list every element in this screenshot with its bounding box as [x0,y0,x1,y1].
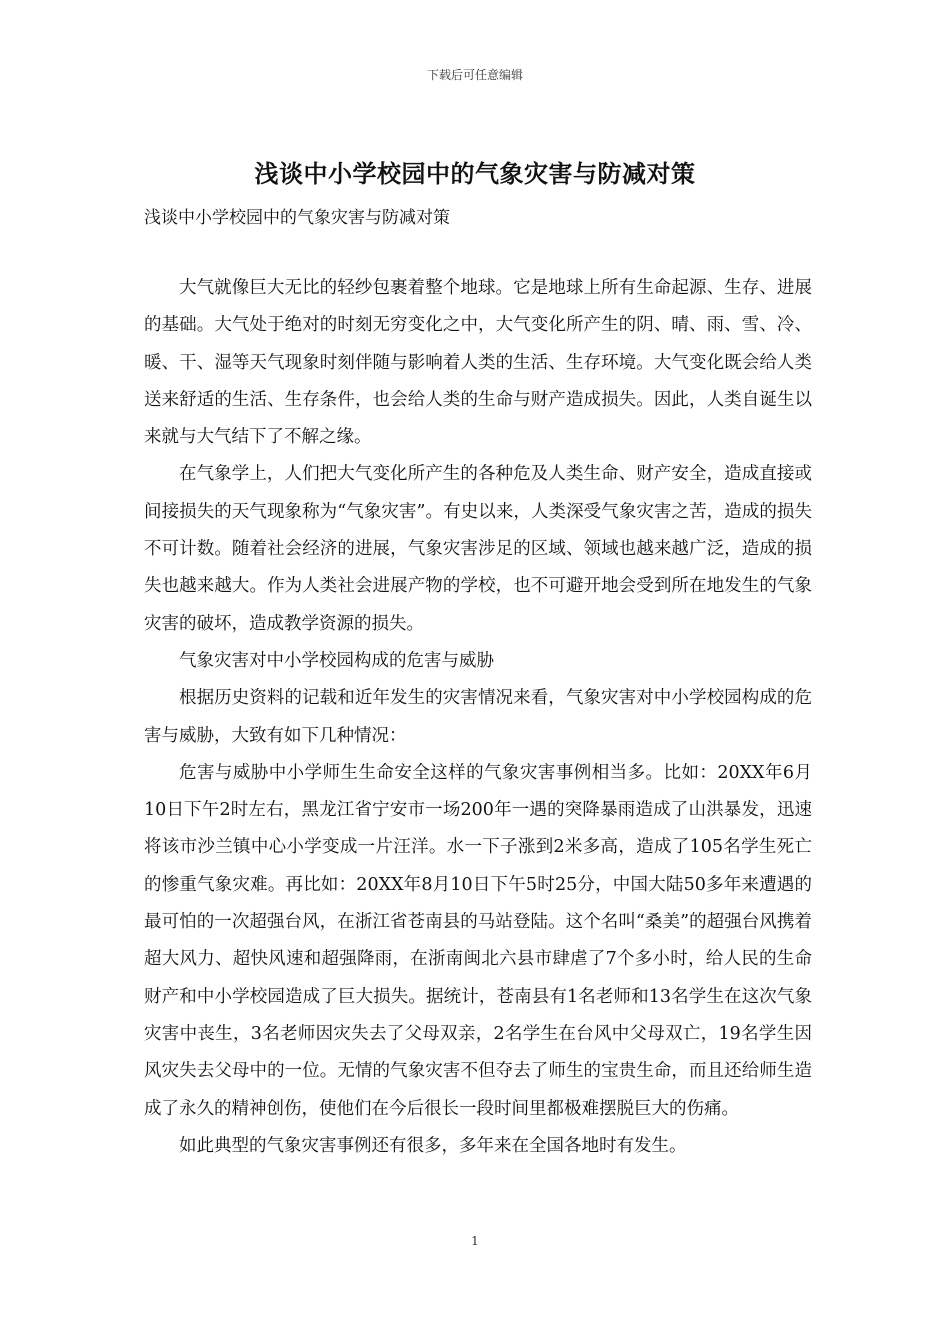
paragraph-examples: 危害与威胁中小学师生生命安全这样的气象灾害事例相当多。比如：20XX年6月10日下午2时左右，黑龙江省宁安市一场200年一遇的突降暴雨造成了山洪暴发，迅速将该市沙兰镇中心小学变成一片汪洋。水一下子涨到2米多高，造成了105名学生死亡的惨重气象灾难。再比如：20XX年8月10日下午5时25分，中国大陆50多年来遭遇的最可怕的一次超强台风，在浙江省苍南县的马站登陆。这个名叫“桑美”的超强台风携着超大风力、超快风速和超强降雨，在浙南闽北六县市肆虐了7个多小时，给人民的生命财产和中小学校园造成了巨大损失。据统计，苍南县有1名老师和13名学生在这次气象灾害中丧生，3名老师因灾失去了父母双亲，2名学生在台风中父母双亡，19名学生因风灾失去父母中的一位。无情的气象灾害不但夺去了师生的宝贵生命，而且还给师生造成了永久的精神创伤，使他们在今后很长一段时间里都极难摆脱巨大的伤痛。 [144,762,812,1119]
paragraph-definition: 在气象学上，人们把大气变化所产生的各种危及人类生命、财产安全，造成直接或间接损失的天气现象称为“气象灾害”。有史以来，人类深受气象灾害之苦，造成的损失不可计数。随着社会经济的进展，气象灾害涉足的区域、领域也越来越广泛，造成的损失也越来越大。作为人类社会进展产物的学校，也不可避开地会受到所在地发生的气象灾害的破坏，造成教学资源的损失。 [144,464,812,634]
header-note: 下载后可任意编辑 [426,68,523,82]
paragraph-intro: 大气就像巨大无比的轻纱包裹着整个地球。它是地球上所有生命起源、生存、进展的基础。大气处于绝对的时刻无穷变化之中，大气变化所产生的阴、晴、雨、雪、冷、暖、干、湿等天气现象时刻伴随与影响着人类的生活、生存环境。大气变化既会给人类送来舒适的生活、生存条件，也会给人类的生命与财产造成损失。因此，人类自诞生以来就与大气结下了不解之缘。 [144,278,812,448]
document-subtitle: 浅谈中小学校园中的气象灾害与防减对策 [144,208,450,228]
document-title: 浅谈中小学校园中的气象灾害与防减对策 [254,159,696,188]
document-body [144,270,812,1165]
paragraph-conclusion: 如此典型的气象灾害事例还有很多，多年来在全国各地时有发生。 [179,1135,687,1156]
paragraph-overview: 根据历史资料的记载和近年发生的灾害情况来看，气象灾害对中小学校园构成的危害与威胁，大致有如下几种情况： [144,688,812,746]
section-heading: 气象灾害对中小学校园构成的危害与威胁 [179,650,494,671]
page-number: 1 [471,1234,479,1248]
